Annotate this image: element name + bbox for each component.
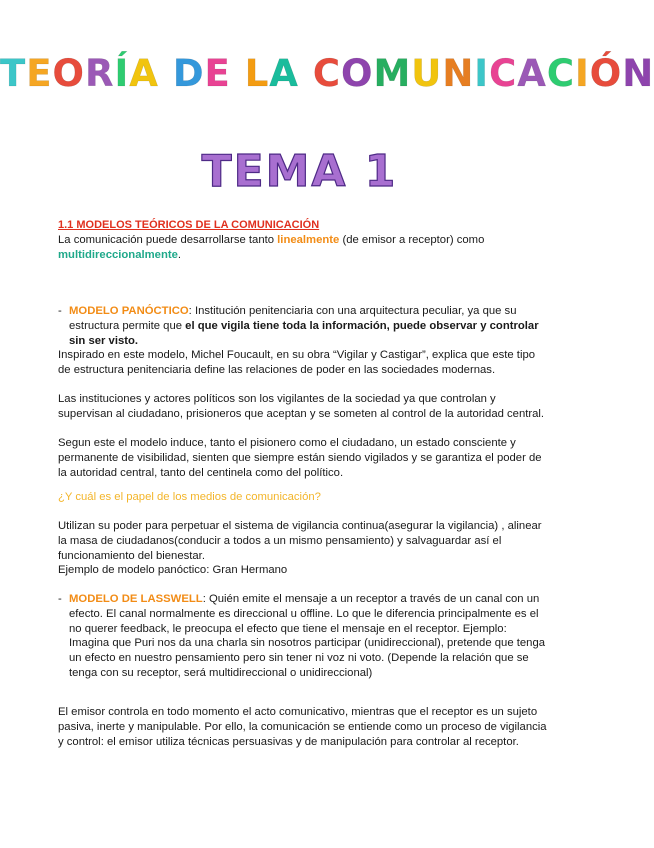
title-letter: N [442,52,475,95]
visibilidad-paragraph: Segun este el modelo induce, tanto el pisionero como el ciudadano, un estado consciente y permanente de visibilidad, sienten que siempre están siendo vigilados y se garantiza el poder de la autoridad central, tanto del centinela como del político. [58,437,542,479]
title-letter: E [26,52,53,95]
title-letter: A [517,52,547,95]
label-modelo-panoptico: MODELO PANÓCTICO [69,305,189,317]
bullet-lasswell: - MODELO DE LASSWELL: Quién emite el mensaje a un receptor a través de un canal con un efecto. El canal normalmente es direccional u offline. Lo que le diferencia principalmente es el no querer feedback, le preocupa el efecto que tiene el mensaje en el receptor. Ejemplo: Imagina que Puri nos da una charla sin nosotros participar (unidireccional), pretende que tenga un efecto en nuestro pensamiento pero sin tener ni voz ni voto. (Depende la relación que se tenga con su receptor, será multidireccional o unidireccional) [58,593,546,679]
question-medios: ¿Y cuál es el papel de los medios de comunicación? [58,491,321,503]
foucault-paragraph: Inspirado en este modelo, Michel Foucault, en su obra “Vigilar y Castigar”, explica que este tipo de estructura penitenciaria define las relaciones de poder en las sociedades modernas. [58,349,536,376]
title-letter [231,52,245,95]
section-heading: 1.1 MODELOS TEÓRICOS DE LA COMUNICACIÓN [58,219,320,231]
title-letter: M [373,52,412,95]
title-letter: U [411,52,443,95]
title-letter: L [244,52,270,95]
title-letter: O [52,52,85,95]
title-letter: C [489,52,518,95]
bullet-dash: - [58,593,62,605]
title-letter: C [546,52,576,95]
title-letter: D [172,52,205,95]
instituciones-paragraph: Las instituciones y actores políticos son los vigilantes de la sociedad ya que controlan y supervisan al ciudadano, prisioneros que aceptan y se someten al control de la autoridad central. [58,393,545,420]
title-letter [159,52,173,95]
document-title [0,52,654,95]
medios-paragraph: Utilizan su poder para perpetuar el sistema de vigilancia continua(asegurar la vigilancia) , alinear la masa de ciudadanos(conducir a todos a un mismo pensamiento) y salvaguardar así el funcionamiento del bienestar. [58,520,542,562]
title-letter: Ó [589,52,623,95]
title-letter: E [204,52,231,95]
highlight-linealmente: linealmente [277,233,340,246]
title-letter: I [575,52,590,95]
tema-heading: TEMA 1 [201,146,398,197]
title-letter [299,52,313,95]
title-letter: C [312,52,341,95]
bold-definition: el que vigila tiene toda la información, puede observar y controlar sin ser visto. [69,319,539,347]
label-modelo-lasswell: MODELO DE LASSWELL [69,593,203,605]
title-letter: R [85,52,115,95]
title-letter: T [0,52,27,95]
intro-paragraph: La comunicación puede desarrollarse tanto linealmente (de emisor a receptor) como multidireccionalmente. [58,233,485,261]
title-letter: A [269,52,299,95]
title-letter: I [474,52,490,95]
section-1-1 [58,218,548,262]
title-letter: A [129,52,159,95]
ejemplo-paragraph: Ejemplo de modelo panóctico: Gran Hermano [58,564,288,576]
title-letter: N [622,52,654,95]
highlight-multidireccionalmente: multidireccionalmente [58,248,178,261]
title-letter: Í [114,52,130,95]
bullet-panoptico: - MODELO PANÓCTICO: Institución penitenciaria con una arquitectura peculiar, ya que su estructura permite que el que vigila tiene toda la información, puede observar y controlar sin ser visto. [58,305,539,347]
title-letter: O [340,52,374,95]
closing-paragraph: El emisor controla en todo momento el acto comunicativo, mientras que el receptor es un sujeto pasiva, inerte y manipulable. Por ello, la comunicación se entiende como un proceso de vigilancia y control: el emisor utiliza técnicas persuasivas y de manipulación para controlar al receptor. [58,706,547,748]
bullet-dash: - [58,305,62,317]
